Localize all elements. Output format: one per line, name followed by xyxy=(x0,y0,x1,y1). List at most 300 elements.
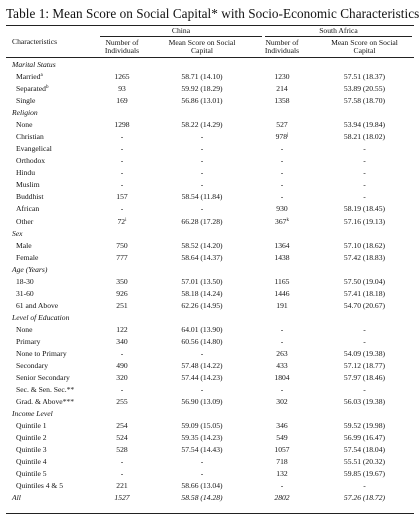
sa-n-cell-value: - xyxy=(280,481,284,491)
china-n-cell-value: 350 xyxy=(116,276,128,286)
china-mean-cell xyxy=(167,288,237,300)
footnote-marker: i xyxy=(125,217,127,223)
row-label-text: 31-60 xyxy=(16,288,34,298)
row-label-text: Male xyxy=(16,240,32,250)
row-label xyxy=(16,444,47,456)
china-mean-cell-value: - xyxy=(200,385,204,395)
table-row xyxy=(0,372,419,384)
china-n-cell xyxy=(102,131,142,143)
sa-n-cell-value: 549 xyxy=(276,433,288,443)
section-label xyxy=(12,107,38,119)
sa-mean-cell-value: - xyxy=(363,180,366,190)
china-n-cell-value: 750 xyxy=(116,240,128,250)
sa-mean-cell-value: 56.03 (19.38) xyxy=(343,397,386,407)
china-mean-cell xyxy=(167,492,237,504)
china-mean-cell-value: 58.58 (14.28) xyxy=(181,493,223,503)
sa-mean-cell xyxy=(327,396,402,408)
section-label xyxy=(12,408,53,420)
china-n-cell xyxy=(102,83,142,95)
sa-mean-cell xyxy=(327,240,402,252)
sa-mean-cell-value: 59.85 (19.67) xyxy=(343,469,386,479)
sa-mean-cell xyxy=(327,300,402,312)
table-row xyxy=(0,300,419,312)
sa-n-cell xyxy=(262,203,302,215)
table-row xyxy=(0,468,419,480)
col-header-sa-n-l2: Individuals xyxy=(264,46,300,55)
row-label xyxy=(16,155,45,167)
table-row xyxy=(0,95,419,107)
table-row xyxy=(0,336,419,348)
sa-mean-cell-value: 57.42 (18.83) xyxy=(343,252,386,262)
china-mean-cell xyxy=(167,83,237,95)
sa-mean-cell xyxy=(327,143,402,155)
sa-mean-cell xyxy=(327,432,402,444)
sa-n-cell-value: 1057 xyxy=(274,445,290,455)
section-header-row xyxy=(0,228,419,240)
row-label-text: Age (Years) xyxy=(12,264,48,274)
china-n-cell-value: - xyxy=(120,348,124,358)
china-n-cell xyxy=(102,384,142,396)
col-header-china-n-l2: Individuals xyxy=(104,46,140,55)
section-label xyxy=(12,264,47,276)
sa-mean-cell-value: 57.26 (18.72) xyxy=(343,493,386,503)
china-n-cell xyxy=(102,372,142,384)
china-n-cell-value: 157 xyxy=(116,192,128,202)
row-label-text: Religion xyxy=(12,108,38,118)
sa-mean-cell-value: 57.58 (18.70) xyxy=(343,96,386,106)
china-mean-cell-value: 60.56 (14.80) xyxy=(181,336,223,346)
sa-mean-cell xyxy=(327,420,402,432)
sa-n-cell xyxy=(262,191,302,203)
row-label xyxy=(16,95,35,107)
sa-n-cell-value: 527 xyxy=(276,120,288,130)
row-label-text: Quintile 5 xyxy=(16,469,47,479)
china-mean-cell xyxy=(167,179,237,191)
row-label-text: Quintiles 4 & 5 xyxy=(16,481,64,491)
row-label xyxy=(16,336,40,348)
sa-mean-cell-value: 57.41 (18.18) xyxy=(343,288,386,298)
row-label-text: African xyxy=(16,204,40,214)
china-mean-cell-value: - xyxy=(200,204,204,214)
china-n-cell-value: 490 xyxy=(116,361,128,370)
china-n-cell xyxy=(102,348,142,360)
row-label xyxy=(16,360,48,372)
sa-mean-cell-value: 56.99 (16.47) xyxy=(343,433,386,443)
row-label xyxy=(16,276,34,288)
sa-n-cell xyxy=(262,396,302,408)
china-mean-cell-value: 58.64 (14.37) xyxy=(181,252,223,262)
sa-mean-cell xyxy=(327,167,402,179)
table-row xyxy=(0,480,419,492)
row-label xyxy=(16,348,67,360)
sa-n-cell xyxy=(262,240,302,252)
china-mean-cell xyxy=(167,420,237,432)
table-row xyxy=(0,432,419,444)
china-mean-cell xyxy=(167,203,237,215)
row-label-text: Hindu xyxy=(16,168,35,178)
china-n-cell-value: 926 xyxy=(116,288,128,298)
row-label-text: 18-30 xyxy=(16,276,34,286)
section-label xyxy=(12,228,23,240)
sa-mean-cell-value: - xyxy=(363,168,366,178)
row-label xyxy=(16,384,74,396)
china-mean-cell xyxy=(167,384,237,396)
china-mean-cell-value: - xyxy=(200,168,204,178)
sa-n-cell xyxy=(262,216,302,228)
row-label-text: Buddhist xyxy=(16,192,44,202)
row-label-text: Evangelical xyxy=(16,144,52,154)
sa-n-cell-value: - xyxy=(280,168,284,178)
sa-mean-cell-value: - xyxy=(363,336,366,346)
china-n-cell-value: 169 xyxy=(116,96,128,106)
china-mean-cell xyxy=(167,372,237,384)
row-label xyxy=(16,203,39,215)
china-mean-cell xyxy=(167,95,237,107)
sa-n-cell-value: 978 xyxy=(275,132,287,142)
sa-n-cell-value: 263 xyxy=(276,348,288,358)
china-mean-cell-value: 57.48 (14.22) xyxy=(181,361,223,370)
china-n-cell xyxy=(102,396,142,408)
china-mean-cell-value: 58.71 (14.10) xyxy=(181,72,223,82)
china-mean-cell xyxy=(167,71,237,83)
row-label xyxy=(16,468,47,480)
table-row xyxy=(0,131,419,143)
footnote-marker: a xyxy=(40,73,43,79)
table-row xyxy=(0,384,419,396)
china-n-cell-value: - xyxy=(120,457,124,467)
row-label-text: Sex xyxy=(12,228,23,238)
row-label-text: All xyxy=(12,493,21,503)
row-label xyxy=(16,216,33,228)
table-row xyxy=(0,155,419,167)
china-mean-cell-value: 56.90 (13.09) xyxy=(181,397,223,407)
china-n-cell xyxy=(102,432,142,444)
china-mean-cell xyxy=(167,300,237,312)
china-n-cell-value: 777 xyxy=(116,252,128,262)
sa-mean-cell xyxy=(327,336,402,348)
sa-n-cell xyxy=(262,456,302,468)
sa-n-cell xyxy=(262,492,302,504)
china-n-cell xyxy=(102,336,142,348)
china-n-cell xyxy=(102,95,142,107)
china-n-cell-value: 254 xyxy=(116,421,128,431)
table-row xyxy=(0,179,419,191)
col-header-sa-n-l1: Number of xyxy=(265,38,299,47)
section-label xyxy=(12,59,56,71)
table-row xyxy=(0,252,419,264)
sa-mean-cell xyxy=(327,71,402,83)
china-n-cell-value: - xyxy=(120,156,124,166)
sa-n-cell-value: - xyxy=(280,324,284,334)
china-n-cell-value: 255 xyxy=(116,397,128,407)
row-label xyxy=(16,396,74,408)
china-n-cell xyxy=(102,300,142,312)
china-n-cell xyxy=(102,191,142,203)
china-mean-cell-value: - xyxy=(200,180,204,190)
china-n-cell-value: 1527 xyxy=(114,493,130,503)
china-mean-cell-value: - xyxy=(200,469,204,479)
china-n-cell xyxy=(102,143,142,155)
section-label xyxy=(12,312,69,324)
sa-mean-cell-value: 57.50 (19.04) xyxy=(343,276,386,286)
china-mean-cell-value: 57.54 (14.43) xyxy=(181,445,223,455)
sa-n-cell xyxy=(262,95,302,107)
sa-n-cell-value: 214 xyxy=(276,84,288,94)
row-label-text: Primary xyxy=(16,336,41,346)
china-mean-cell xyxy=(167,480,237,492)
row-label-text: Orthodox xyxy=(16,156,46,166)
row-label xyxy=(16,420,47,432)
sa-n-cell-value: 1446 xyxy=(274,288,290,298)
china-n-cell-value: - xyxy=(120,180,124,190)
row-label xyxy=(16,191,43,203)
china-mean-cell xyxy=(167,276,237,288)
china-mean-cell xyxy=(167,252,237,264)
sa-n-cell-value: 191 xyxy=(276,300,288,310)
sa-mean-cell xyxy=(327,372,402,384)
sa-n-cell xyxy=(262,480,302,492)
china-n-cell-value: 524 xyxy=(116,433,128,443)
row-label-text: Muslim xyxy=(16,180,40,190)
section-header-row xyxy=(0,312,419,324)
sa-mean-cell-value: 57.97 (18.46) xyxy=(343,373,386,383)
china-n-cell xyxy=(102,420,142,432)
sa-mean-cell-value: 58.21 (18.02) xyxy=(343,132,386,142)
table-row xyxy=(0,167,419,179)
footnote-marker: k xyxy=(286,217,289,223)
china-mean-cell xyxy=(167,167,237,179)
sa-n-cell xyxy=(262,143,302,155)
row-label-text: Level of Education xyxy=(12,312,70,322)
china-mean-cell-value: 66.28 (17.28) xyxy=(181,216,223,226)
table-row xyxy=(0,240,419,252)
china-n-cell-value: - xyxy=(120,469,124,479)
row-label xyxy=(16,131,44,143)
china-n-cell xyxy=(102,468,142,480)
row-label-text: Senior Secondary xyxy=(16,373,70,383)
sa-mean-cell xyxy=(327,155,402,167)
china-n-cell xyxy=(102,480,142,492)
row-label xyxy=(16,179,40,191)
sa-n-cell-value: 1165 xyxy=(274,276,290,286)
china-n-cell xyxy=(102,155,142,167)
china-n-cell-value: 93 xyxy=(118,84,126,94)
china-n-cell-value: 72 xyxy=(117,216,126,226)
china-mean-cell xyxy=(167,143,237,155)
sa-n-cell xyxy=(262,348,302,360)
sa-mean-cell-value: 57.54 (18.04) xyxy=(343,445,386,455)
china-mean-cell xyxy=(167,432,237,444)
sa-n-cell-value: 2802 xyxy=(274,493,290,503)
sa-mean-cell-value: 58.19 (18.45) xyxy=(343,204,386,214)
china-mean-cell-value: 57.44 (14.23) xyxy=(181,373,223,383)
sa-n-cell xyxy=(262,276,302,288)
china-mean-cell-value: 58.22 (14.29) xyxy=(181,120,223,130)
row-label-text: None xyxy=(16,120,33,130)
sa-mean-cell-value: 57.16 (19.13) xyxy=(343,216,386,226)
sa-mean-cell xyxy=(327,480,402,492)
sa-mean-cell xyxy=(327,179,402,191)
sa-n-cell xyxy=(262,372,302,384)
row-label-text: Separated xyxy=(16,84,46,94)
row-label-text: Income Level xyxy=(12,409,53,419)
sa-n-cell-value: - xyxy=(280,336,284,346)
sa-n-cell xyxy=(262,420,302,432)
table-row xyxy=(0,71,419,83)
china-n-cell-value: 528 xyxy=(116,445,128,455)
sa-mean-cell-value: - xyxy=(363,156,366,166)
sa-mean-cell xyxy=(327,119,402,131)
china-mean-cell xyxy=(167,456,237,468)
sa-n-cell xyxy=(262,119,302,131)
col-header-sa-mean-l2: Capital xyxy=(353,46,376,55)
china-mean-cell xyxy=(167,324,237,336)
sa-n-cell xyxy=(262,155,302,167)
table-row xyxy=(0,456,419,468)
row-label xyxy=(16,252,38,264)
china-mean-cell-value: 64.01 (13.90) xyxy=(181,324,223,334)
row-label xyxy=(16,432,47,444)
sa-mean-cell-value: 53.94 (19.84) xyxy=(343,120,386,130)
sa-mean-cell xyxy=(327,276,402,288)
china-n-cell xyxy=(102,492,142,504)
china-mean-cell-value: 58.52 (14.20) xyxy=(181,240,223,250)
row-label xyxy=(16,324,32,336)
col-header-sa-mean-l1: Mean Score on Social xyxy=(331,38,398,47)
sa-n-cell xyxy=(262,167,302,179)
table-row xyxy=(0,288,419,300)
row-label-text: Quintile 1 xyxy=(16,421,47,431)
china-n-cell-value: 1298 xyxy=(114,120,130,130)
table-row xyxy=(0,203,419,215)
sa-n-cell-value: 132 xyxy=(276,469,288,479)
sa-n-cell xyxy=(262,71,302,83)
sa-n-cell-value: 1358 xyxy=(274,96,290,106)
sa-n-cell-value: - xyxy=(280,385,284,395)
china-n-cell-value: - xyxy=(120,385,124,395)
table-row xyxy=(0,119,419,131)
sa-n-cell xyxy=(262,288,302,300)
china-n-cell xyxy=(102,252,142,264)
china-mean-cell xyxy=(167,131,237,143)
china-mean-cell xyxy=(167,216,237,228)
row-label xyxy=(16,456,47,468)
total-row xyxy=(0,492,419,504)
sa-mean-cell-value: 54.70 (20.67) xyxy=(343,300,386,310)
row-label-text: Marital Status xyxy=(12,60,56,69)
sa-n-cell xyxy=(262,444,302,456)
table-row xyxy=(0,420,419,432)
row-label xyxy=(16,143,52,155)
china-mean-cell xyxy=(167,119,237,131)
group-header-china: China xyxy=(171,26,191,35)
table-row xyxy=(0,444,419,456)
china-mean-cell xyxy=(167,336,237,348)
section-header-row xyxy=(0,408,419,420)
china-n-cell-value: 251 xyxy=(116,300,128,310)
china-n-cell xyxy=(102,276,142,288)
china-n-cell xyxy=(102,179,142,191)
china-mean-cell xyxy=(167,155,237,167)
col-header-characteristics: Characteristics xyxy=(12,37,58,46)
row-label xyxy=(16,480,63,492)
table-row xyxy=(0,276,419,288)
china-mean-cell-value: - xyxy=(200,132,204,142)
sa-mean-cell xyxy=(327,203,402,215)
row-label-text: None to Primary xyxy=(16,348,67,358)
china-mean-cell-value: 58.66 (13.04) xyxy=(181,481,223,491)
sa-mean-cell-value: 53.89 (20.55) xyxy=(343,84,386,94)
china-n-cell xyxy=(102,360,142,372)
china-mean-cell-value: - xyxy=(200,144,204,154)
china-n-cell-value: 340 xyxy=(116,336,128,346)
sa-mean-cell xyxy=(327,456,402,468)
sa-mean-cell xyxy=(327,83,402,95)
row-label xyxy=(16,300,58,312)
table-title: Table 1: Mean Score on Social Capital* with Socio-Economic Characteristics xyxy=(6,6,419,21)
china-n-cell xyxy=(102,203,142,215)
china-mean-cell-value: 58.54 (11.84) xyxy=(181,192,223,202)
row-label-text: 61 and Above xyxy=(16,300,59,310)
china-mean-cell-value: - xyxy=(200,457,204,467)
table-row xyxy=(0,324,419,336)
sa-n-cell-value: - xyxy=(280,156,284,166)
group-header-south-africa: South Africa xyxy=(319,26,358,35)
sa-mean-cell-value: 54.09 (19.38) xyxy=(343,348,386,358)
sa-mean-cell-value: - xyxy=(363,385,366,395)
row-label xyxy=(16,167,35,179)
sa-n-cell-value: 1364 xyxy=(274,240,290,250)
row-label-text: Quintile 2 xyxy=(16,433,47,443)
sa-mean-cell-value: 57.12 (18.77) xyxy=(343,361,386,370)
china-n-cell-value: 122 xyxy=(116,324,128,334)
china-mean-cell-value: 59.92 (18.29) xyxy=(181,84,223,94)
row-label xyxy=(16,288,34,300)
sa-mean-cell-value: 55.51 (20.32) xyxy=(343,457,386,467)
sa-n-cell-value: 1804 xyxy=(274,373,290,383)
sa-n-cell-value: 930 xyxy=(276,204,288,214)
china-mean-cell-value: 59.35 (14.23) xyxy=(181,433,223,443)
col-header-china-mean-l2: Capital xyxy=(191,46,213,55)
row-label xyxy=(16,119,32,131)
china-n-cell xyxy=(102,324,142,336)
sa-mean-cell-value: - xyxy=(363,144,366,154)
sa-mean-cell-value: 59.52 (19.98) xyxy=(343,421,386,431)
row-label-text: Other xyxy=(16,216,34,226)
sa-mean-cell xyxy=(327,288,402,300)
footnote-marker: b xyxy=(45,85,49,91)
sa-n-cell-value: - xyxy=(280,192,284,202)
sa-mean-cell xyxy=(327,191,402,203)
sa-n-cell xyxy=(262,432,302,444)
sa-n-cell xyxy=(262,384,302,396)
row-label-text: Female xyxy=(16,252,39,262)
china-n-cell xyxy=(102,456,142,468)
china-n-cell-value: 1265 xyxy=(114,72,130,82)
row-label-text: Quintile 4 xyxy=(16,457,47,467)
sa-mean-cell-value: - xyxy=(363,192,366,202)
table-row xyxy=(0,216,419,228)
row-label xyxy=(16,372,70,384)
china-mean-cell-value: 62.26 (14.95) xyxy=(181,300,223,310)
china-n-cell xyxy=(102,240,142,252)
table-row xyxy=(0,83,419,95)
china-n-cell-value: - xyxy=(120,144,124,154)
sa-mean-cell-value: - xyxy=(363,481,366,491)
sa-n-cell xyxy=(262,252,302,264)
row-label-text: Christian xyxy=(16,132,44,142)
china-mean-cell xyxy=(167,360,237,372)
